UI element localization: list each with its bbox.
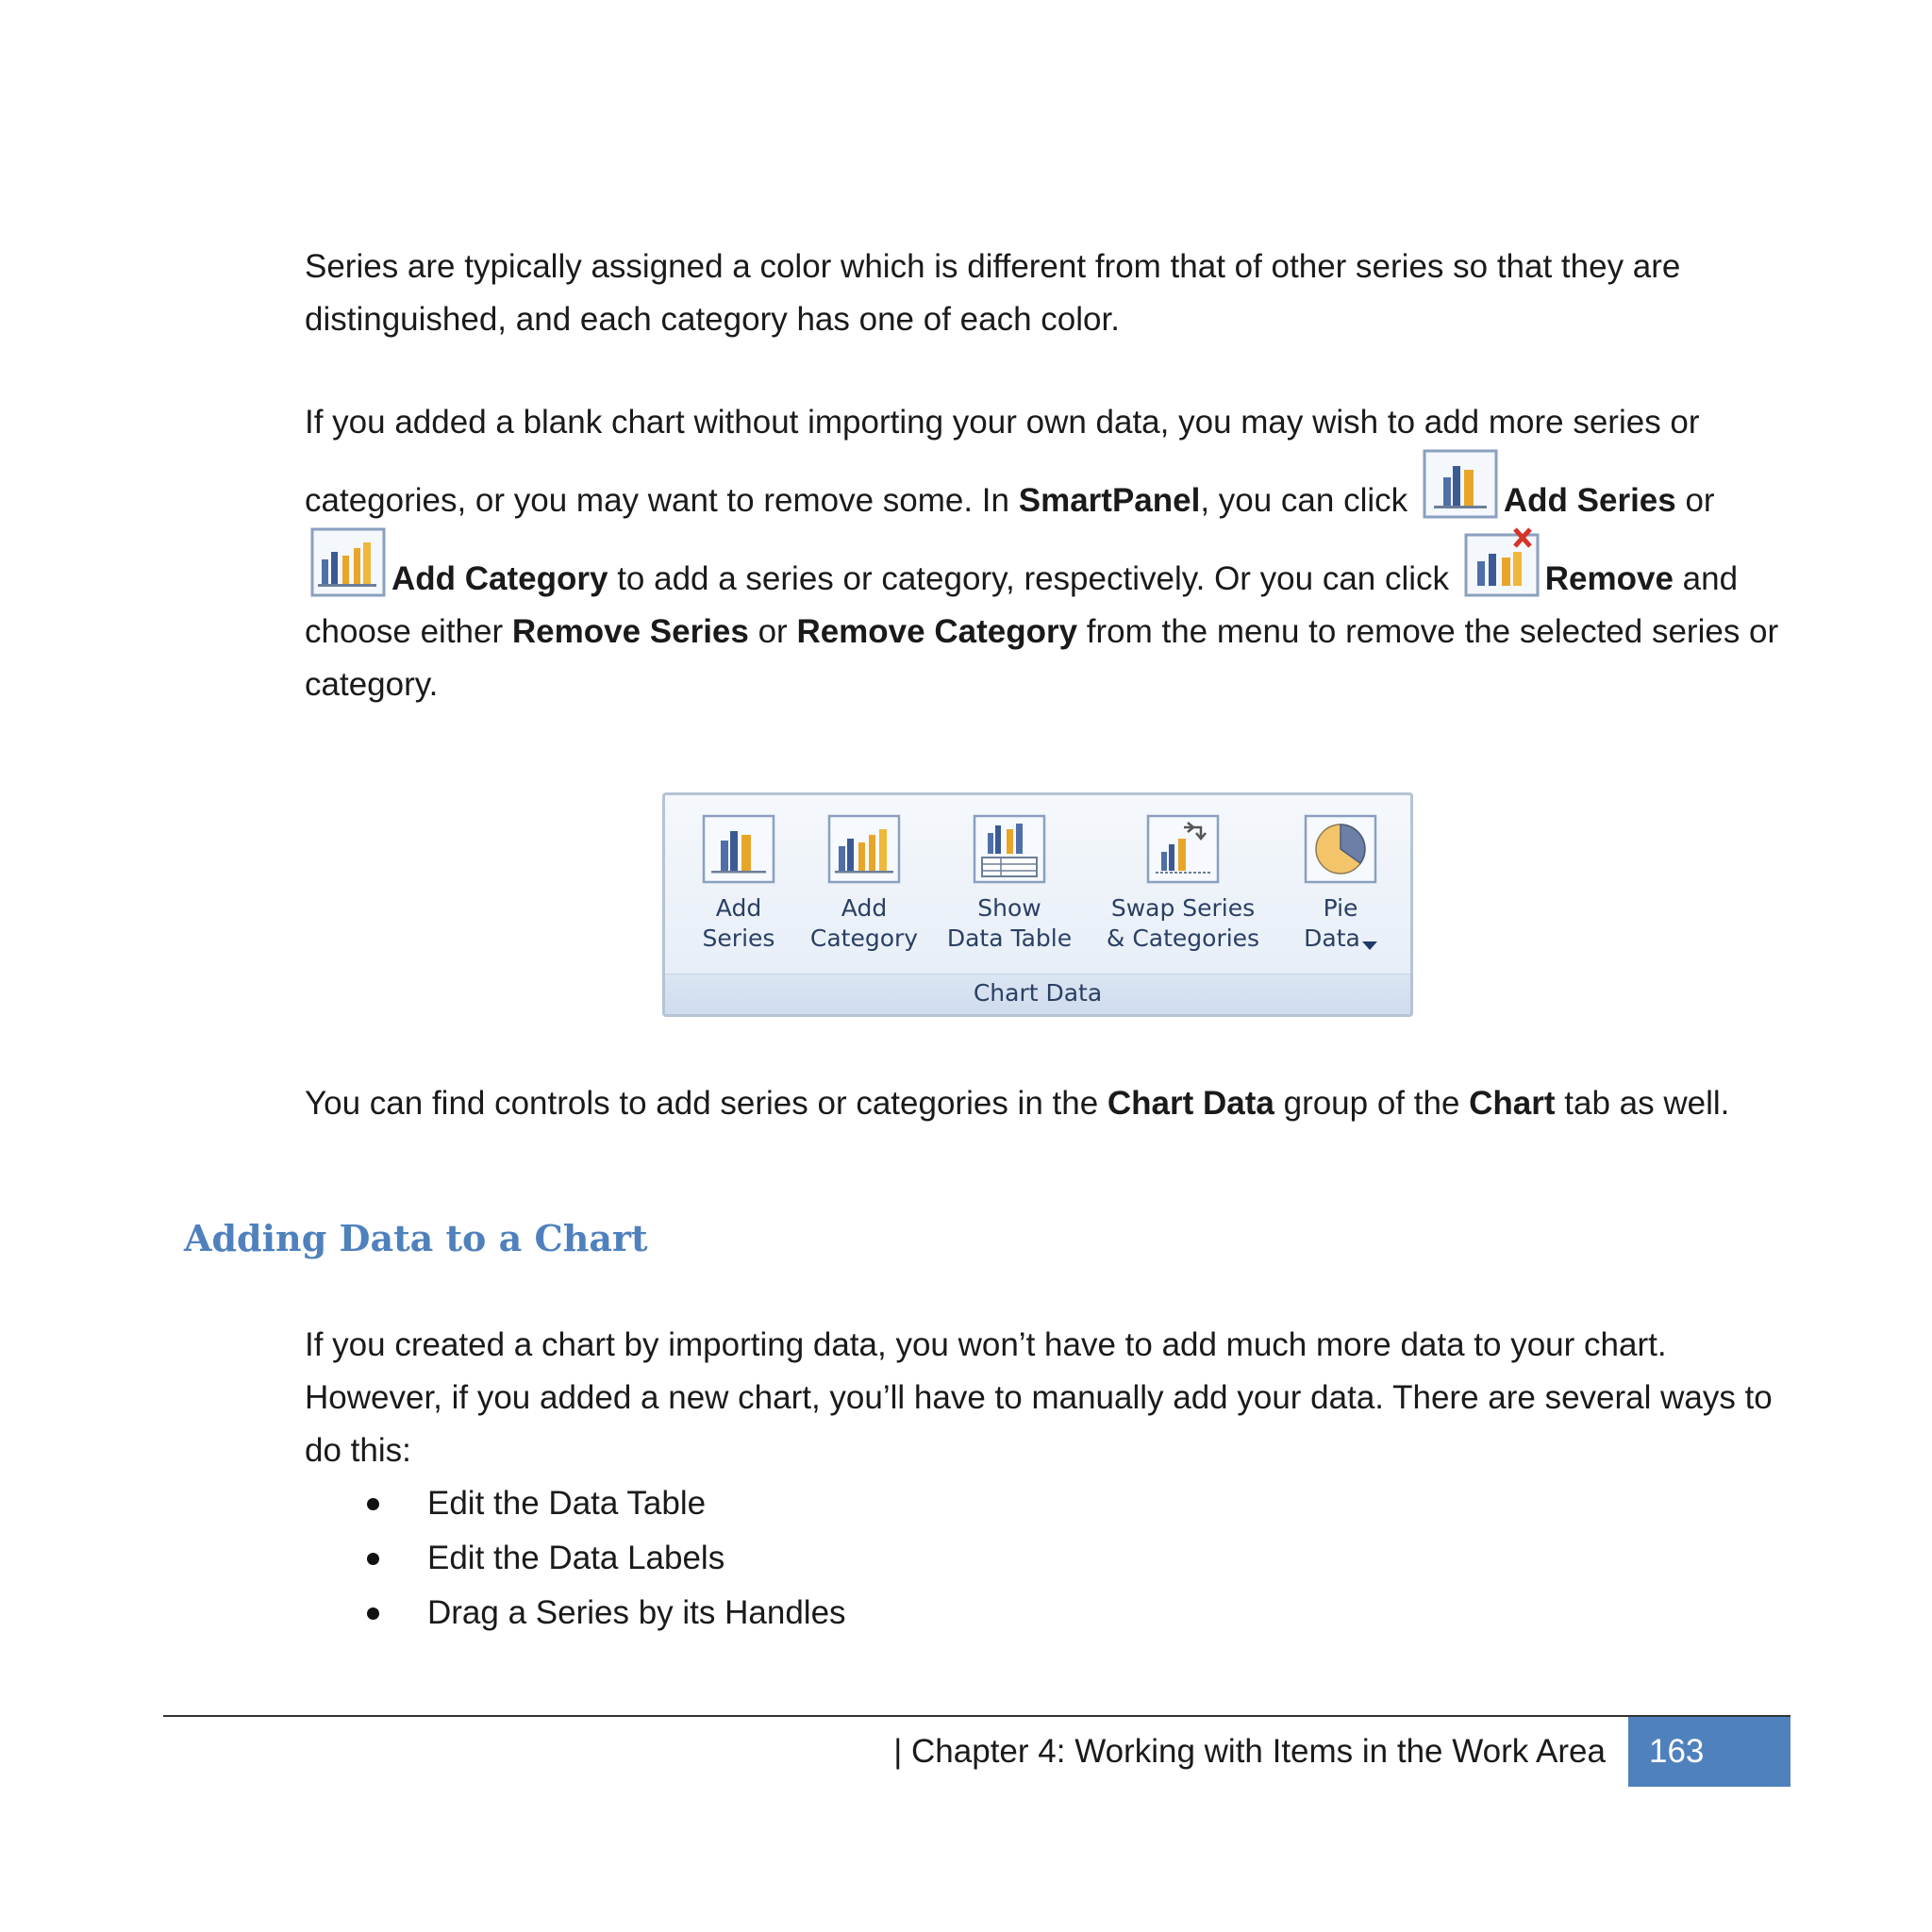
button-label: Show (977, 894, 1041, 922)
button-label: Data Table (946, 924, 1073, 952)
text-run: tab as well. (1555, 1085, 1730, 1122)
swap-series-icon (1146, 814, 1220, 884)
bold-chart-data: Chart Data (1107, 1085, 1274, 1122)
button-label: Add (715, 894, 762, 922)
button-label: & Categories (1106, 924, 1260, 952)
chart-data-ribbon-group (662, 792, 1413, 1017)
add-series-icon (1423, 449, 1498, 519)
text-run: or (1675, 482, 1715, 519)
text-run: and choose either (305, 560, 1739, 650)
remove-icon (1464, 527, 1540, 597)
text-run: You can find controls to add series or categories in the (305, 1085, 1108, 1122)
paragraph-adding-data: If you created a chart by importing data, you won’t have to add much more data to your chart. However, if you added a new chart, you’ll have to manually add your data. There are several ways to do this: (305, 1326, 1773, 1469)
bold-remove-category: Remove Category (796, 613, 1078, 650)
button-label: Data (1304, 924, 1360, 952)
text-run: If you added a blank chart without importing your own data, you may wish to add more series or categories, or you may want to remove some. In (305, 404, 1700, 519)
ribbon-group-label: Chart Data (665, 974, 1410, 1014)
add-category-icon (827, 814, 901, 884)
bold-smartpanel: SmartPanel (1018, 482, 1201, 519)
bold-chart: Chart (1469, 1085, 1556, 1122)
pie-data-dropdown-button[interactable] (1288, 814, 1393, 954)
dropdown-arrow-icon (1362, 941, 1377, 950)
add-series-button[interactable] (691, 814, 786, 954)
show-data-table-button[interactable] (941, 814, 1078, 954)
button-label: Add (841, 894, 888, 922)
list-item (305, 1586, 846, 1641)
bold-add-series: Add Series (1503, 482, 1676, 519)
list-item-text: Edit the Data Labels (427, 1540, 725, 1576)
button-label: Series (702, 924, 775, 952)
add-series-icon (702, 814, 775, 884)
ways-list (305, 1476, 846, 1641)
text-run: to add a series or category, respectively. Or you can click (608, 560, 1458, 597)
add-category-icon (310, 527, 386, 597)
list-item-text: Drag a Series by its Handles (427, 1594, 846, 1631)
section-heading: Adding Data to a Chart (184, 1217, 648, 1259)
button-label: Swap Series (1110, 894, 1256, 922)
add-category-button[interactable] (805, 814, 924, 954)
list-item-text: Edit the Data Table (427, 1485, 707, 1522)
show-data-table-icon (973, 814, 1046, 884)
bullet-icon (367, 1498, 379, 1510)
button-label: Category (809, 924, 919, 952)
paragraph-add-remove (305, 396, 1786, 711)
bullet-icon (367, 1607, 379, 1620)
list-item (305, 1531, 846, 1586)
swap-series-categories-button[interactable] (1097, 814, 1269, 954)
ribbon-buttons (665, 795, 1410, 976)
list-item (305, 1476, 846, 1531)
bold-remove-series: Remove Series (511, 613, 749, 650)
bold-add-category: Add Category (391, 560, 608, 597)
pie-data-label-row (1288, 924, 1393, 954)
text-run: or (748, 613, 797, 650)
page-number-badge: 163 (1628, 1717, 1790, 1787)
text-run: , you can click (1200, 482, 1417, 519)
text-run: from the menu to remove the selected series or category. (305, 613, 1779, 703)
bold-remove: Remove (1544, 560, 1674, 597)
button-label: Pie (1323, 894, 1358, 922)
paragraph-series-colors: Series are typically assigned a color which is different from that of other series so that they are distinguished, and each category has one of each color. (305, 248, 1681, 338)
paragraph-chart-data-group (305, 1077, 1786, 1130)
footer-rule (163, 1715, 1790, 1717)
text-run: group of the (1274, 1085, 1470, 1122)
footer-chapter-title: | Chapter 4: Working with Items in the Work Area (893, 1733, 1606, 1770)
pie-data-icon (1304, 814, 1377, 884)
bullet-icon (367, 1553, 379, 1565)
